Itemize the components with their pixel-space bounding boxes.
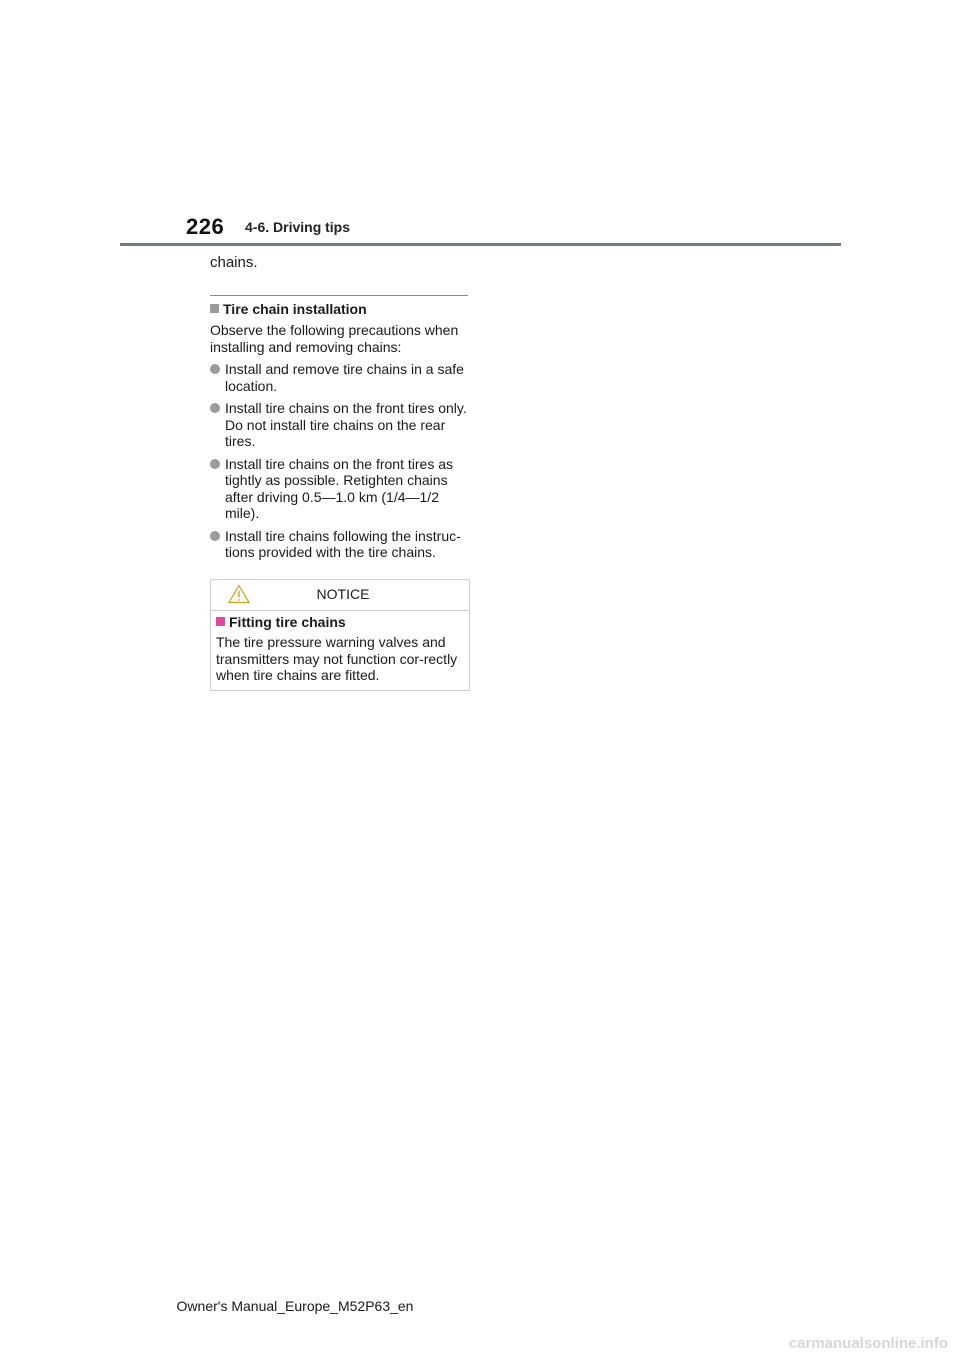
warning-triangle-icon <box>228 584 250 604</box>
list-item-text: Install and remove tire chains in a safe location. <box>225 361 464 394</box>
subsection-intro: Observe the following precautions when installing and removing chains: <box>210 322 459 355</box>
page-number: 226 <box>186 214 225 239</box>
list-item <box>210 528 470 561</box>
watermark: carmanualsonline.info <box>788 1335 948 1352</box>
subsection-rule <box>210 295 468 296</box>
continued-text: chains. <box>210 254 258 271</box>
subsection-heading <box>210 301 470 318</box>
header-rule <box>120 243 841 246</box>
notice-header <box>211 580 469 611</box>
main-content <box>210 255 470 691</box>
bullet-dot-icon <box>210 459 220 469</box>
notice-box <box>210 579 470 691</box>
list-item-text: Install tire chains on the front tires only. Do not install tire chains on the rear tires. <box>225 400 467 449</box>
notice-heading <box>216 614 464 631</box>
precaution-list <box>210 361 470 561</box>
square-bullet-icon <box>216 617 225 626</box>
bullet-dot-icon <box>210 403 220 413</box>
square-bullet-icon <box>210 304 219 313</box>
notice-label: NOTICE <box>316 586 370 603</box>
subsection-title: Tire chain installation <box>223 300 367 317</box>
notice-text: The tire pressure warning valves and transmitters may not function cor-rectly when tire chains are fitted. <box>216 634 458 683</box>
list-item <box>210 456 470 522</box>
section-title: 4-6. Driving tips <box>245 219 351 235</box>
footer-text: Owner's Manual_Europe_M52P63_en <box>176 1298 414 1314</box>
list-item-text: Install tire chains following the instruc-tions provided with the tire chains. <box>225 527 461 560</box>
list-item <box>210 400 470 450</box>
list-item-text: Install tire chains on the front tires as tightly as possible. Retighten chains after driving 0.5—1.0 km (1/4—1/2 mile). <box>225 455 453 521</box>
notice-title: Fitting tire chains <box>229 613 346 630</box>
list-item <box>210 361 470 394</box>
bullet-dot-icon <box>210 531 220 541</box>
bullet-dot-icon <box>210 364 220 374</box>
notice-body <box>211 611 469 690</box>
